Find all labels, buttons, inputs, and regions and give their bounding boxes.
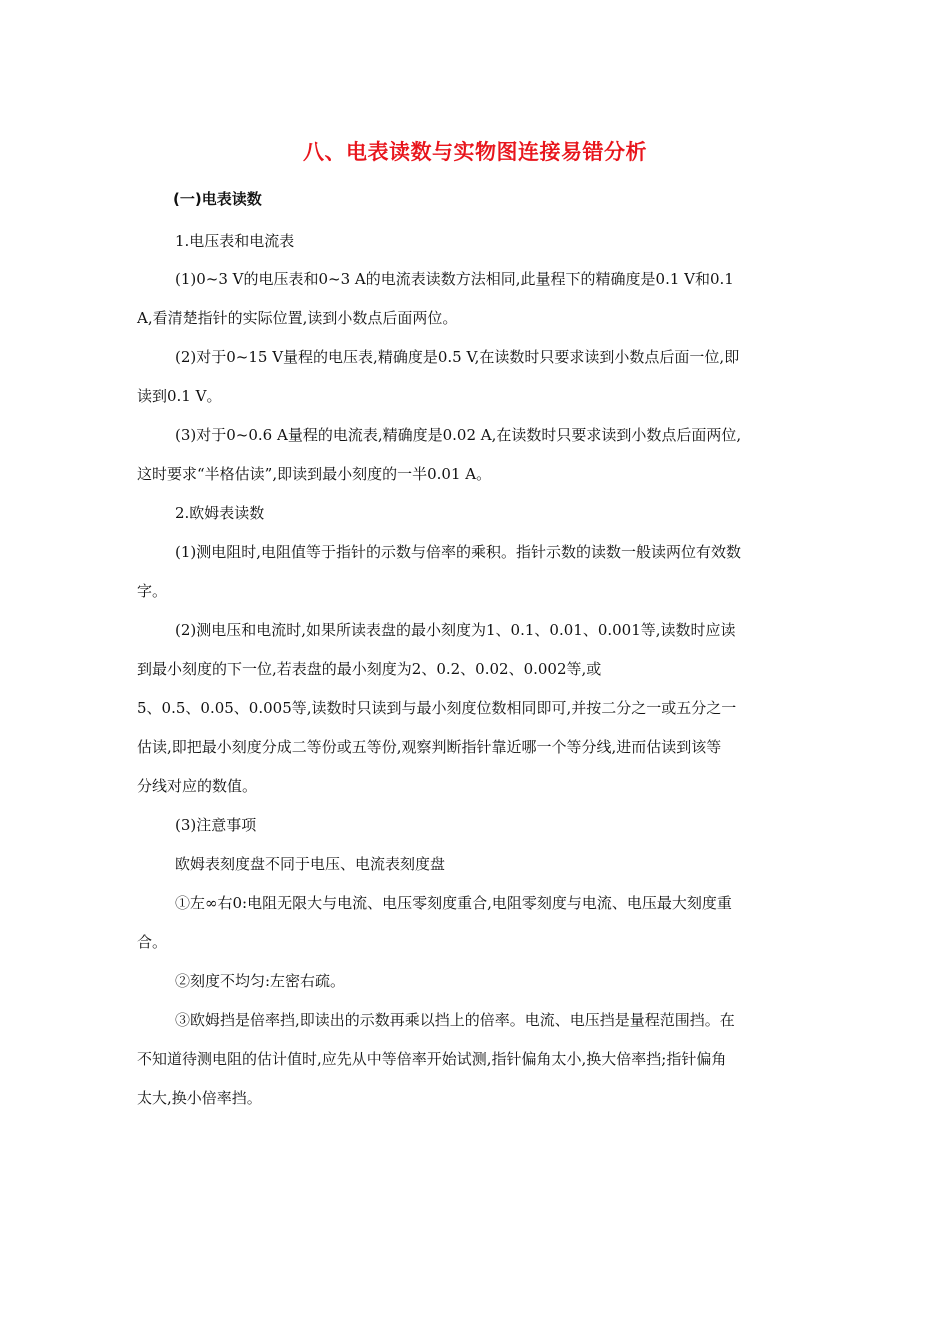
paragraph-5-line-4: 估读,即把最小刻度分成二等份或五等份,观察判断指针靠近哪一个等分线,进而估读到该等 <box>137 738 722 756</box>
paragraph-7: 欧姆表刻度盘不同于电压、电流表刻度盘 <box>175 855 446 873</box>
paragraph-10-line-2: 不知道待测电阻的估计值时,应先从中等倍率开始试测,指针偏角太小,换大倍率挡;指针偏角 <box>137 1050 727 1068</box>
paragraph-9: ②刻度不均匀:左密右疏。 <box>175 972 346 990</box>
paragraph-10-line-1: ③欧姆挡是倍率挡,即读出的示数再乘以挡上的倍率。电流、电压挡是量程范围挡。在 <box>175 1011 735 1029</box>
paragraph-1-line-1: (1)0~3 V的电压表和0~3 A的电流表读数方法相同,此量程下的精确度是0.1 V和0.1 <box>175 270 734 288</box>
paragraph-5-line-1: (2)测电压和电流时,如果所读表盘的最小刻度为1、0.1、0.01、0.001等,读数时应读 <box>175 621 736 639</box>
paragraph-3-line-2: 这时要求“半格估读”,即读到最小刻度的一半0.01 A。 <box>137 465 492 483</box>
section-heading: (一)电表读数 <box>173 190 262 208</box>
paragraph-5-line-5: 分线对应的数值。 <box>137 777 258 795</box>
paragraph-2-line-2: 读到0.1 V。 <box>137 387 222 405</box>
paragraph-3 <box>137 416 813 494</box>
paragraph-4 <box>137 533 813 611</box>
paragraph-5 <box>137 611 813 806</box>
subheading-voltmeter-ammeter: 1.电压表和电流表 <box>175 232 295 250</box>
paragraph-8-line-1: ①左∞右0:电阻无限大与电流、电压零刻度重合,电阻零刻度与电流、电压最大刻度重 <box>175 894 732 912</box>
document-title: 八、电表读数与实物图连接易错分析 <box>303 140 647 164</box>
paragraph-4-line-2: 字。 <box>137 582 168 600</box>
paragraph-10-line-3: 太大,换小倍率挡。 <box>137 1089 262 1107</box>
paragraph-4-line-1: (1)测电阻时,电阻值等于指针的示数与倍率的乘积。指针示数的读数一般读两位有效数 <box>175 543 742 561</box>
document-body <box>137 186 813 1118</box>
paragraph-8 <box>137 884 813 962</box>
paragraph-5-line-3: 5、0.5、0.05、0.005等,读数时只读到与最小刻度位数相同即可,并按二分之一或五分之一 <box>137 699 737 717</box>
subheading-ohmmeter: 2.欧姆表读数 <box>175 504 265 522</box>
paragraph-1-line-2: A,看清楚指针的实际位置,读到小数点后面两位。 <box>137 309 458 327</box>
paragraph-8-line-2: 合。 <box>137 933 168 951</box>
paragraph-2-line-1: (2)对于0~15 V量程的电压表,精确度是0.5 V,在读数时只要求读到小数点后面一位,即 <box>175 348 740 366</box>
paragraph-10 <box>137 1001 813 1118</box>
paragraph-3-line-1: (3)对于0~0.6 A量程的电流表,精确度是0.02 A,在读数时只要求读到小数点后面两位, <box>175 426 742 444</box>
paragraph-6: (3)注意事项 <box>175 816 257 834</box>
paragraph-5-line-2: 到最小刻度的下一位,若表盘的最小刻度为2、0.2、0.02、0.002等,或 <box>137 660 602 678</box>
paragraph-1 <box>137 260 813 338</box>
paragraph-2 <box>137 338 813 416</box>
